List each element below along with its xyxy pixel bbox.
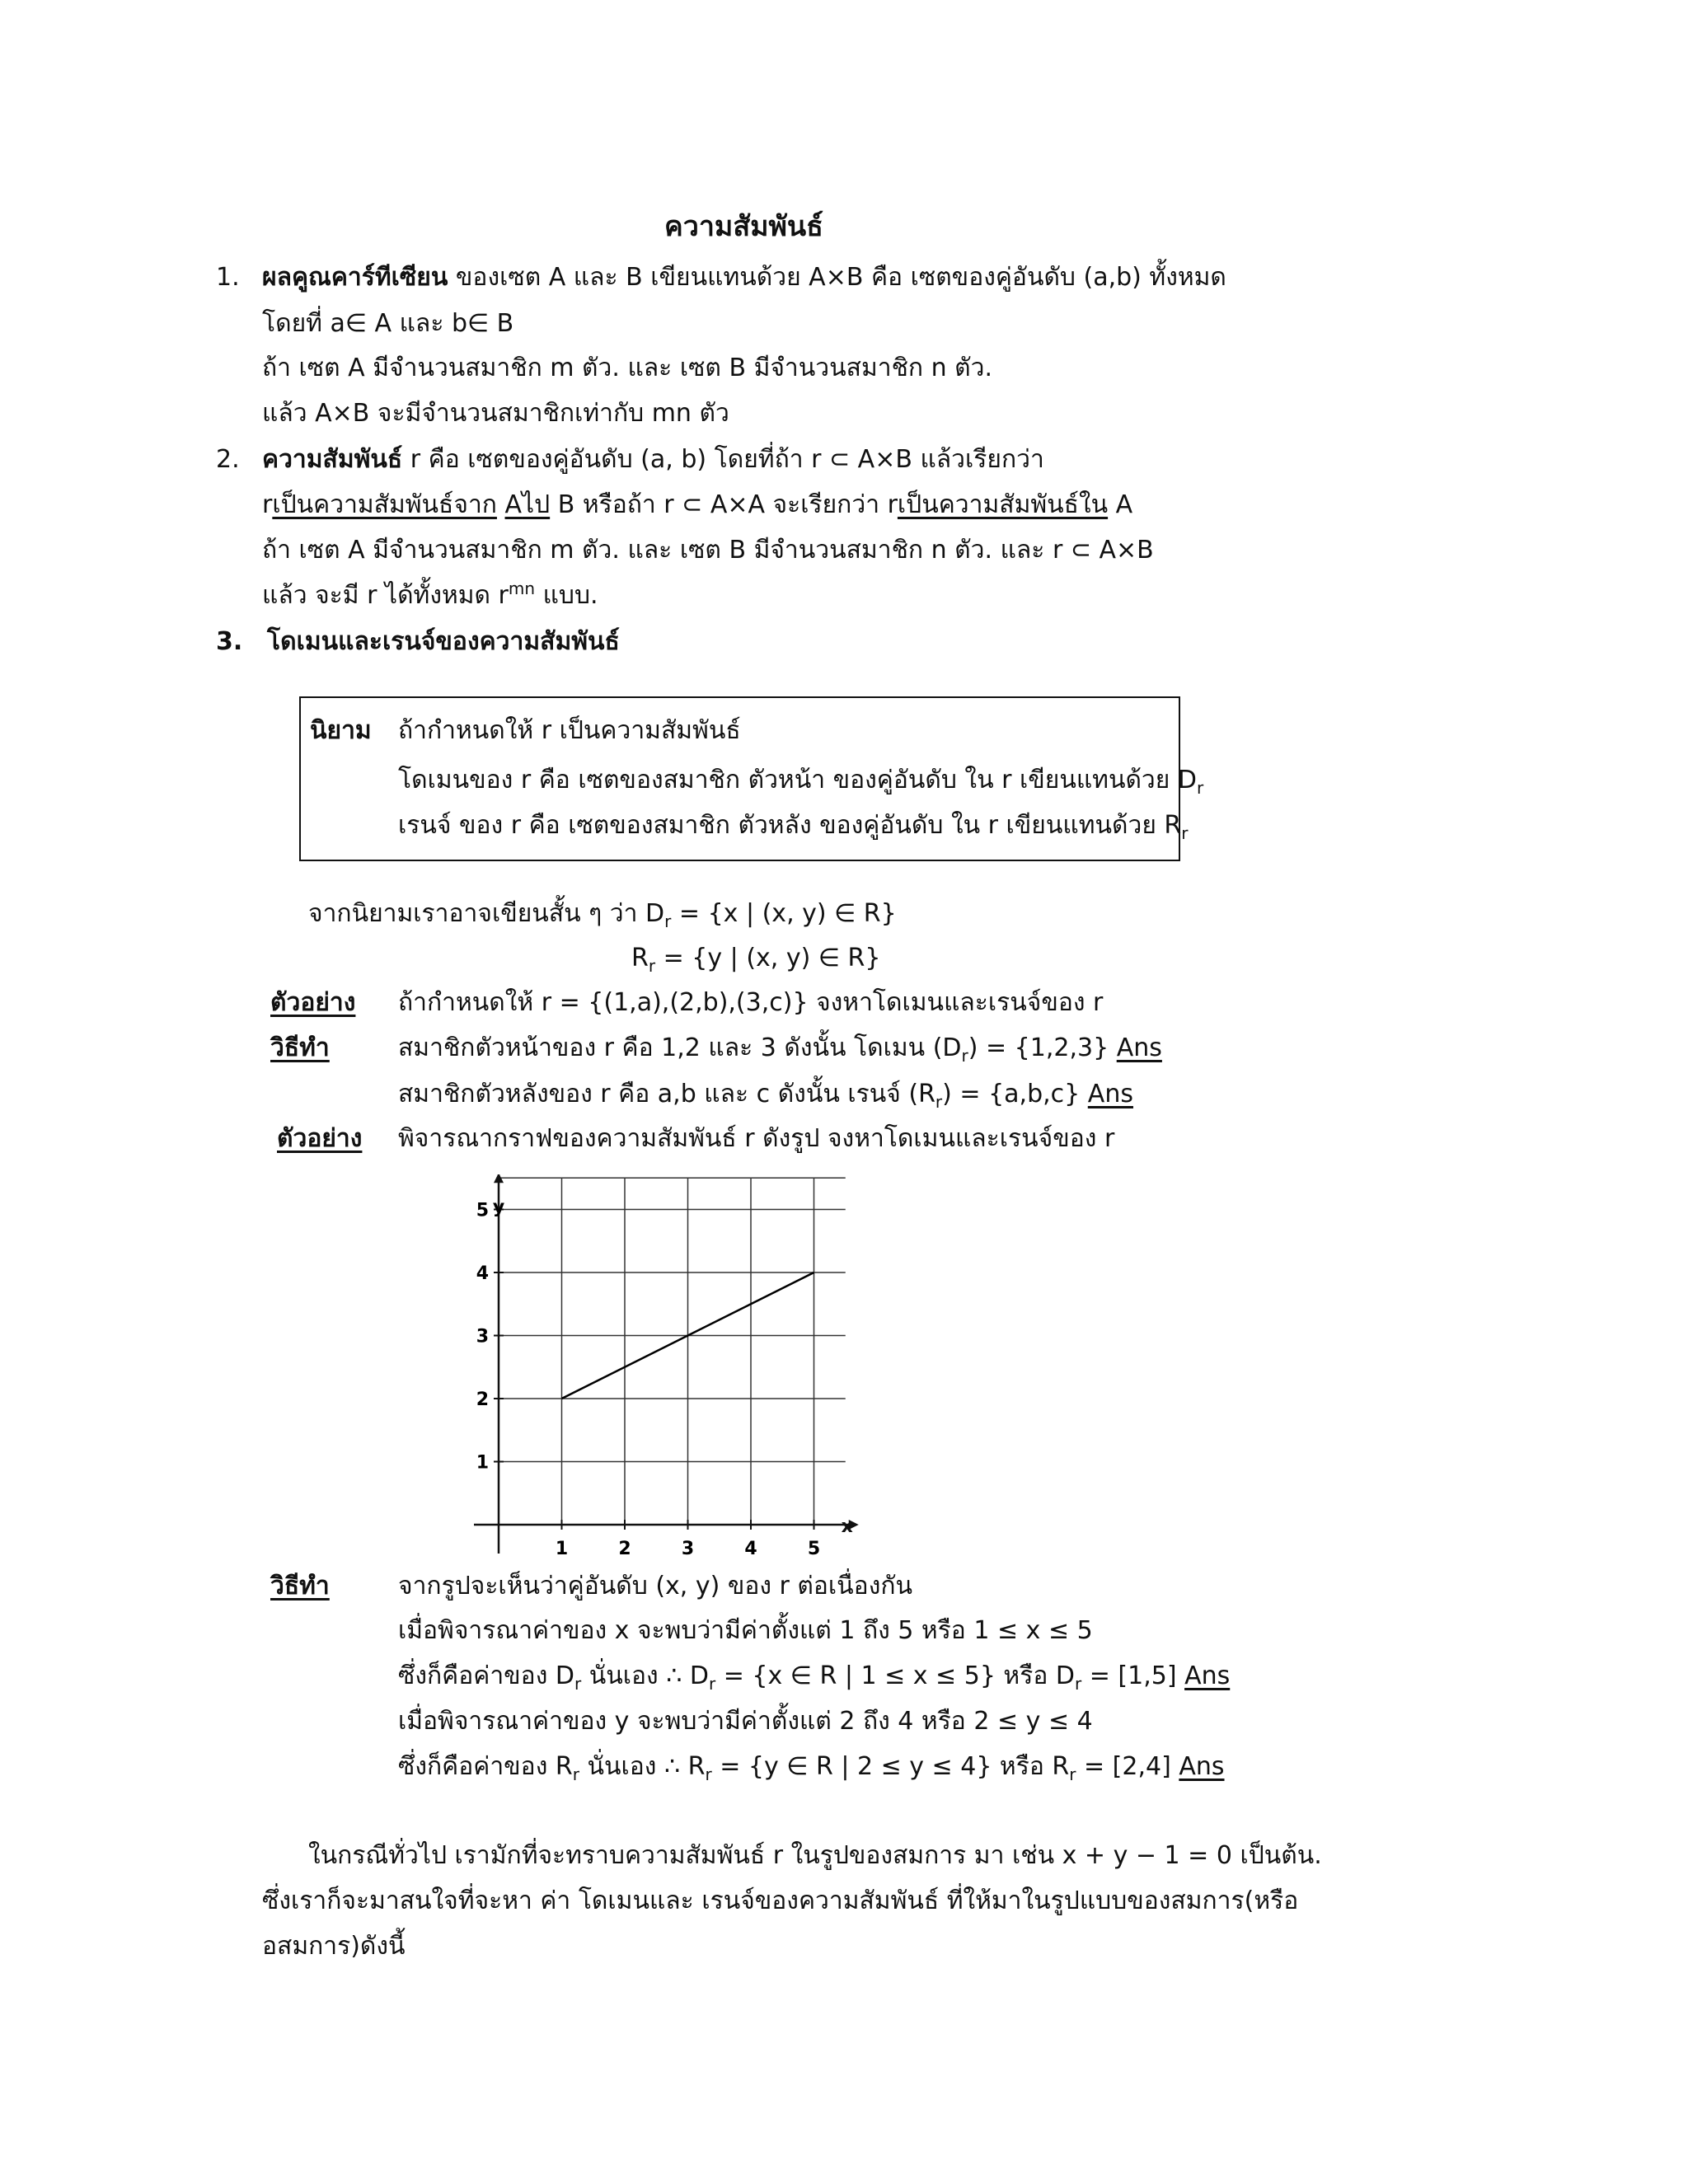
short-d-text: จากนิยามเราอาจเขียนสั้น ๆ ว่า D	[308, 899, 665, 928]
item2-line1	[262, 445, 1044, 474]
item2-exponent: mn	[508, 579, 536, 598]
solution1-sub-d: r	[961, 1046, 968, 1066]
solution2-label: วิธีทำ	[270, 1572, 330, 1601]
item2-count-unit: แบบ.	[535, 581, 598, 610]
x-tick-label-3: 3	[681, 1539, 695, 1559]
solution2-ans-2: Ans	[1179, 1752, 1225, 1781]
item2-term: ความสัมพันธ์	[262, 445, 403, 474]
definition-line3	[398, 811, 1189, 843]
item1-line1	[262, 265, 1226, 290]
item1-line2: โดยที่ a∈ A และ b∈ B	[262, 309, 514, 338]
short-sub-r: r	[648, 956, 656, 976]
page-title: ความสัมพันธ์	[664, 210, 823, 243]
y-axis-arrow	[494, 1174, 504, 1183]
solution2-sub-4: r	[572, 1765, 579, 1784]
solution2-therefore-d: นั่นเอง ∴ D	[581, 1661, 709, 1690]
solution1-label: วิธีทำ	[270, 1033, 330, 1062]
y-tick-label-3: 3	[476, 1326, 489, 1347]
solution1-sub-r: r	[935, 1092, 943, 1112]
solution2-rr-text: ซึ่งก็คือค่าของ R	[398, 1752, 573, 1781]
solution2-r-set: = {y ∈ R | 2 ≤ y ≤ 4} หรือ R	[711, 1752, 1070, 1781]
solution2-dr-text: ซึ่งก็คือค่าของ D	[398, 1661, 574, 1690]
x-tick-label-4: 4	[744, 1539, 757, 1559]
example1-text: ถ้ากำหนดให้ r = {(1,a),(2,b),(3,c)} จงหาโดเมนและเรนจ์ของ r	[398, 988, 1104, 1017]
item2-or: B หรือถ้า r ⊂ A×A จะเรียกว่า r	[557, 490, 898, 519]
example2-label: ตัวอย่าง	[277, 1124, 363, 1153]
definition-line2	[398, 766, 1204, 798]
solution2-sub-3: r	[1074, 1674, 1082, 1694]
item2-set-a2: A	[1115, 490, 1133, 519]
solution1-domain-set: ) = {1,2,3}	[968, 1033, 1109, 1062]
solution2-ans-1: Ans	[1184, 1661, 1231, 1690]
item1-line3: ถ้า เซต A มีจำนวนสมาชิก m ตัว. และ เซต B มีจำนวนสมาชิก n ตัว.	[262, 354, 993, 382]
solution1-ans-2: Ans	[1087, 1080, 1133, 1108]
closing-line1: ในกรณีทั่วไป เรามักที่จะทราบความสัมพันธ์ r ในรูปของสมการ มา เช่น x + y − 1 = 0 เป็นต้น.	[308, 1841, 1322, 1870]
item2-relation-in: เป็นความสัมพันธ์ใน	[897, 490, 1109, 519]
y-tick-label-1: 1	[476, 1452, 489, 1474]
definition-domain-text: โดเมนของ r คือ เซตของสมาชิก ตัวหน้า ของคู่อันดับ ใน r เขียนแทนด้วย D	[398, 766, 1197, 794]
relation-graph	[462, 1174, 874, 1562]
short-r-text: R	[631, 944, 649, 972]
short-line1	[308, 899, 897, 931]
solution2-line4: เมื่อพิจารณาค่าของ y จะพบว่ามีค่าตั้งแต่ 2 ถึง 4 หรือ 2 ≤ y ≤ 4	[398, 1707, 1093, 1736]
item2-r: r	[262, 490, 273, 519]
item1-line4: แล้ว A×B จะมีจำนวนสมาชิกเท่ากับ mn ตัว	[262, 399, 729, 428]
solution2-d-set: = {x ∈ R | 1 ≤ x ≤ 5} หรือ D	[715, 1661, 1075, 1690]
item2-relation-from: เป็นความสัมพันธ์จาก	[272, 490, 497, 519]
item1-term: ผลคูณคาร์ทีเซียน	[262, 263, 448, 292]
solution2-line3	[398, 1661, 1231, 1694]
x-tick-label-5: 5	[807, 1539, 821, 1559]
solution2-sub-5: r	[705, 1765, 712, 1784]
definition-sub-d: r	[1197, 778, 1204, 798]
solution2-line5	[398, 1752, 1225, 1784]
example2-text: พิจารณากราฟของความสัมพันธ์ r ดังรูป จงหาโดเมนและเรนจ์ของ r	[398, 1124, 1115, 1153]
solution2-d-interval: = [1,5]	[1081, 1661, 1177, 1690]
example1-label: ตัวอย่าง	[270, 988, 356, 1017]
item1-number: 1.	[216, 263, 240, 292]
solution2-line2: เมื่อพิจารณาค่าของ x จะพบว่ามีค่าตั้งแต่ 1 ถึง 5 หรือ 1 ≤ x ≤ 5	[398, 1616, 1093, 1645]
item2-number: 2.	[216, 445, 240, 474]
x-tick-label-2: 2	[618, 1539, 631, 1559]
short-r-set: = {y | (x, y) ∈ R}	[655, 944, 881, 972]
y-tick-label-2: 2	[476, 1390, 489, 1410]
solution2-sub-6: r	[1069, 1765, 1076, 1784]
definition-label: นิยาม	[310, 716, 372, 745]
y-tick-label-4: 4	[476, 1263, 489, 1284]
solution1-domain-text: สมาชิกตัวหน้าของ r คือ 1,2 และ 3 ดังนั้น โดเมน (D	[398, 1033, 962, 1062]
solution2-r-interval: = [2,4]	[1076, 1752, 1171, 1781]
item2-line4	[262, 579, 598, 610]
item3-heading: โดเมนและเรนจ์ของความสัมพันธ์	[267, 627, 620, 656]
solution2-sub-1: r	[574, 1674, 582, 1694]
item2-line3: ถ้า เซต A มีจำนวนสมาชิก m ตัว. และ เซต B มีจำนวนสมาชิก n ตัว. และ r ⊂ A×B	[262, 536, 1154, 565]
item2-count-text: แล้ว จะมี r ได้ทั้งหมด r	[262, 581, 509, 610]
solution1-range-set: ) = {a,b,c}	[942, 1080, 1081, 1108]
definition-sub-r: r	[1181, 823, 1189, 843]
item2-set-a: A	[504, 490, 523, 519]
definition-line1: ถ้ากำหนดให้ r เป็นความสัมพันธ์	[398, 716, 741, 745]
solution1-line2	[398, 1080, 1133, 1112]
short-line2	[631, 944, 881, 976]
x-axis-label: x	[841, 1516, 853, 1537]
solution1-ans-1: Ans	[1116, 1033, 1162, 1062]
item2-line2	[262, 490, 1133, 519]
y-tick-label-5: 5	[476, 1200, 489, 1221]
solution2-sub-2: r	[708, 1674, 716, 1694]
solution2-therefore-r: นั่นเอง ∴ R	[579, 1752, 706, 1781]
definition-range-text: เรนจ์ ของ r คือ เซตของสมาชิก ตัวหลัง ของคู่อันดับ ใน r เขียนแทนด้วย R	[398, 811, 1182, 840]
item2-text: r คือ เซตของคู่อันดับ (a, b) โดยที่ถ้า r ⊂ A×B แล้วเรียกว่า	[410, 445, 1044, 474]
solution1-line1	[398, 1033, 1162, 1066]
solution2-line1: จากรูปจะเห็นว่าคู่อันดับ (x, y) ของ r ต่อเนื่องกัน	[398, 1572, 913, 1601]
solution1-range-text: สมาชิกตัวหลังของ r คือ a,b และ c ดังนั้น เรนจ์ (R	[398, 1080, 935, 1108]
item3-number: 3.	[216, 627, 243, 656]
closing-line2: ซึ่งเราก็จะมาสนใจที่จะหา ค่า โดเมนและ เรนจ์ของความสัมพันธ์ ที่ให้มาในรูปแบบของสมการ(หรือ	[262, 1886, 1299, 1915]
closing-line3: อสมการ)ดังนี้	[262, 1932, 406, 1961]
item2-to: ไป	[522, 490, 551, 519]
short-d-set: = {x | (x, y) ∈ R}	[671, 899, 897, 928]
short-sub-d: r	[664, 912, 672, 931]
x-tick-label-1: 1	[555, 1539, 569, 1559]
item1-text: ของเซต A และ B เขียนแทนด้วย A×B คือ เซตของคู่อันดับ (a,b) ทั้งหมด	[455, 263, 1226, 292]
y-axis-label: y	[492, 1197, 505, 1218]
